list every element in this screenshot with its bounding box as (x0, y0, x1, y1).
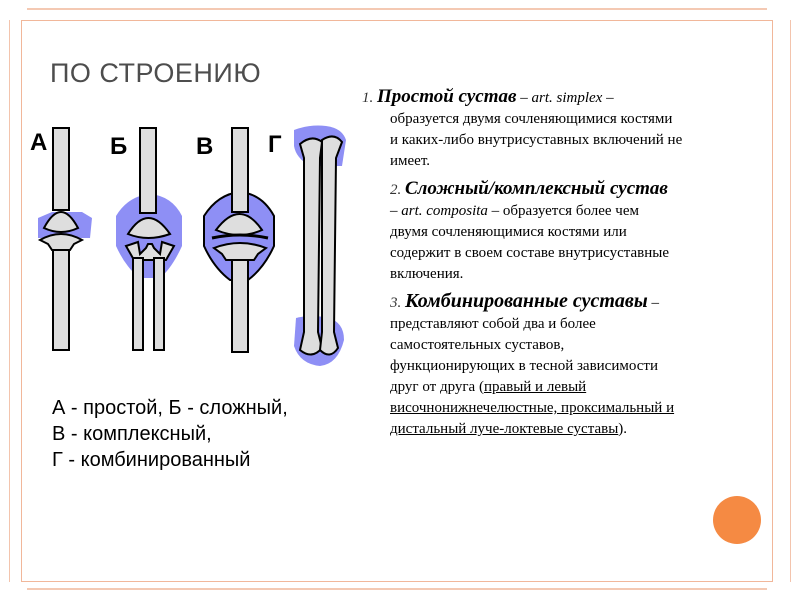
label-v: В (196, 133, 214, 160)
item-heading: Сложный/комплексный сустав (405, 178, 668, 199)
joint-v-illustration (204, 128, 274, 352)
item-text-line: имеет. (390, 153, 431, 169)
item-text-line: представляют собой два и более (390, 316, 596, 332)
examples-link-line[interactable]: правый и левый (483, 379, 587, 395)
item-dash: – (647, 295, 659, 311)
caption-line: А - простой, Б - сложный, (52, 397, 288, 419)
caption-line: В - комплексный, (52, 423, 212, 445)
item-text-line: включения. (390, 266, 464, 282)
slide-title: ПО СТРОЕНИЮ (50, 58, 262, 88)
examples-link-line[interactable]: дистальный луче-локтевые суставы (390, 421, 619, 437)
item-text-after-link: ). (618, 421, 628, 437)
item-text-line: функционирующих в тесной зависимости (390, 358, 658, 374)
joint-g-illustration (294, 126, 346, 367)
item-number: 1. (362, 90, 374, 106)
figure-caption (52, 395, 288, 473)
label-b: Б (110, 133, 128, 160)
item-complex-joint (362, 178, 772, 285)
item-text-line: самостоятельных суставов, (390, 337, 565, 353)
joint-types-text (362, 86, 772, 446)
item-text-line: двумя сочленяющимися костями или (390, 224, 627, 240)
item-text-before-link: друг от друга ( (390, 379, 484, 395)
item-dash: – (516, 90, 532, 106)
decorative-circle (713, 496, 761, 544)
item-number: 3. (390, 295, 402, 311)
joint-b-illustration (116, 128, 182, 350)
top-stripe (27, 8, 767, 10)
bottom-stripe (27, 588, 767, 590)
right-line (790, 20, 791, 582)
caption-line: Г - комбинированный (52, 449, 251, 471)
item-dash: – (390, 203, 402, 219)
left-line (9, 20, 10, 582)
label-a: А (30, 129, 48, 156)
item-number: 2. (390, 182, 402, 198)
joint-types-figure (30, 118, 360, 378)
item-latin: art. composita (401, 203, 488, 219)
item-latin: art. simplex (531, 90, 603, 106)
item-text-after-latin: – образуется более чем (487, 203, 640, 219)
examples-link-line[interactable]: височнонижнечелюстные, проксимальный и (390, 400, 675, 416)
item-simple-joint: 1. Простой сустав – art. simplex – образуется двумя сочленяющимися костями и каких-либо внутрисуставных включений не имеет. (362, 86, 772, 172)
item-combined-joints (362, 291, 772, 440)
label-g: Г (268, 131, 282, 158)
item-text-line: содержит в своем составе внутрисуставные (390, 245, 669, 261)
joint-a-illustration (38, 128, 92, 350)
item-text-line: и каких-либо внутрисуставных включений не (390, 132, 683, 148)
item-heading: Простой сустав (377, 86, 517, 107)
item-text-line: образуется двумя сочленяющимися костями (390, 111, 673, 127)
item-heading: Комбинированные суставы (405, 290, 648, 312)
